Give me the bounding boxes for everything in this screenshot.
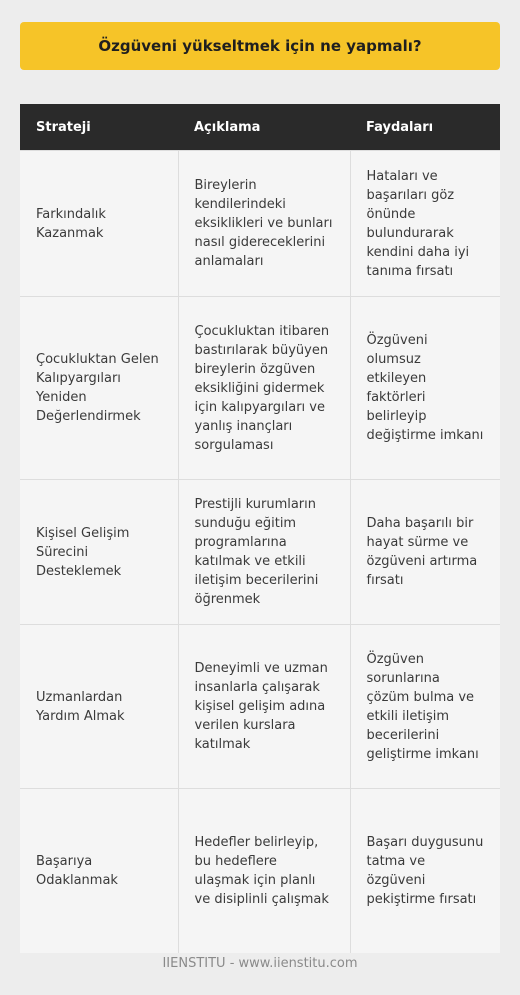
benefits-cell: Özgüveni olumsuz etkileyen faktörleri belirleyip değiştirme imkanı bbox=[350, 297, 500, 480]
benefits-cell: Başarı duygusunu tatma ve özgüveni pekiştirme fırsatı bbox=[350, 789, 500, 953]
description-cell: Çocukluktan itibaren bastırılarak büyüyen bireylerin özgüven eksikliğini gidermek için kalıpyargıları ve yanlış inançları sorgulaması bbox=[178, 297, 350, 480]
description-cell: Hedefler belirleyip, bu hedeflere ulaşmak için planlı ve disiplinli çalışmak bbox=[178, 789, 350, 953]
page-title: Özgüveni yükseltmek için ne yapmalı? bbox=[98, 37, 422, 55]
description-cell: Prestijli kurumların sunduğu eğitim programlarına katılmak ve etkili iletişim becerilerini öğrenmek bbox=[178, 480, 350, 625]
title-banner bbox=[20, 22, 500, 70]
strategy-cell: Uzmanlardan Yardım Almak bbox=[20, 625, 178, 789]
strategy-cell: Kişisel Gelişim Sürecini Desteklemek bbox=[20, 480, 178, 625]
table-row bbox=[20, 789, 500, 953]
header-description: Açıklama bbox=[178, 104, 350, 151]
table-header-row bbox=[20, 104, 500, 151]
table-row bbox=[20, 151, 500, 297]
benefits-cell: Hataları ve başarıları göz önünde bulundurarak kendini daha iyi tanıma fırsatı bbox=[350, 151, 500, 297]
header-strategy: Strateji bbox=[20, 104, 178, 151]
description-cell: Deneyimli ve uzman insanlarla çalışarak kişisel gelişim adına verilen kurslara katılmak bbox=[178, 625, 350, 789]
table-row bbox=[20, 297, 500, 480]
table-row bbox=[20, 480, 500, 625]
strategy-cell: Çocukluktan Gelen Kalıpyargıları Yeniden Değerlendirmek bbox=[20, 297, 178, 480]
strategy-cell: Başarıya Odaklanmak bbox=[20, 789, 178, 953]
header-benefits: Faydaları bbox=[350, 104, 500, 151]
description-cell: Bireylerin kendilerindeki eksiklikleri ve bunları nasıl gidereceklerini anlamaları bbox=[178, 151, 350, 297]
table-row bbox=[20, 625, 500, 789]
strategy-cell: Farkındalık Kazanmak bbox=[20, 151, 178, 297]
strategy-table bbox=[20, 104, 500, 953]
footer-credit: IIENSTITU - www.iienstitu.com bbox=[162, 956, 358, 971]
benefits-cell: Daha başarılı bir hayat sürme ve özgüveni artırma fırsatı bbox=[350, 480, 500, 625]
benefits-cell: Özgüven sorunlarına çözüm bulma ve etkili iletişim becerilerini geliştirme imkanı bbox=[350, 625, 500, 789]
